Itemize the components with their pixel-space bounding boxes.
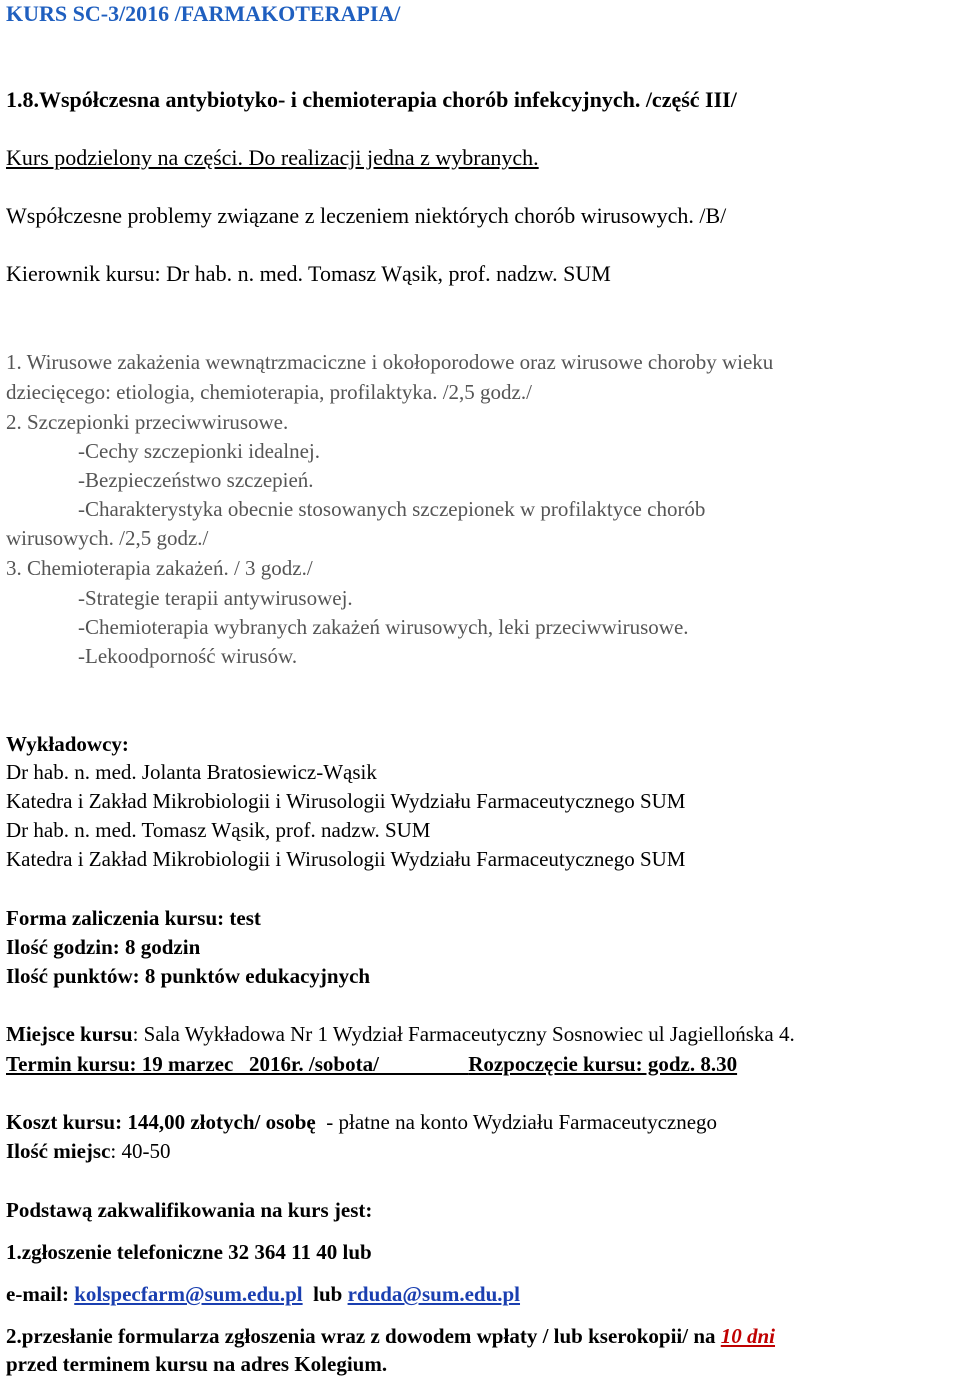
form-submission-line-1 [6, 1324, 775, 1348]
course-place [6, 1022, 795, 1046]
date-text: Termin kursu: 19 marzec 2016r. /sobota/ [6, 1052, 469, 1076]
points-count: Ilość punktów: 8 punktów edukacyjnych [6, 964, 371, 988]
form-submission-text: 2.przesłanie formularza zgłoszenia wraz z dowodem wpłaty / lub kserokopii/ na [6, 1324, 721, 1348]
assessment-form: Forma zaliczenia kursu: test [6, 906, 261, 930]
cost-value: : 144,00 złotych/ osobę [115, 1110, 316, 1134]
part-title: Współczesne problemy związane z leczeniem niektórych chorób wirusowych. /B/ [6, 203, 727, 228]
cost-note: - płatne na konto Wydziału Farmaceutycznego [315, 1110, 718, 1134]
program-item-3-sub-2: -Chemioterapia wybranych zakażeń wirusowych, leki przeciwwirusowe. [78, 615, 689, 639]
program-item-3-sub-3: -Lekoodporność wirusów. [78, 644, 298, 668]
lecturer-1-dept: Katedra i Zakład Mikrobiologii i Wirusologii Wydziału Farmaceutycznego SUM [6, 789, 686, 813]
place-value: : Sala Wykładowa Nr 1 Wydział Farmaceutyczny Sosnowiec ul Jagiellońska 4. [132, 1022, 795, 1046]
form-submission-line-2: przed terminem kursu na adres Kolegium. [6, 1352, 388, 1376]
place-label: Miejsce kursu [6, 1022, 133, 1046]
course-title: 1.8.Współczesna antybiotyko- i chemioterapia chorób infekcyjnych. /część III/ [6, 87, 737, 112]
deadline-days: 10 dni [720, 1324, 776, 1348]
email-link-rduda[interactable]: rduda@sum.edu.pl [347, 1282, 521, 1306]
program-item-2-sub-3-line-1: -Charakterystyka obecnie stosowanych szczepionek w profilaktyce chorób [78, 497, 706, 521]
hours-count: Ilość godzin: 8 godzin [6, 935, 201, 959]
program-item-2-sub-1: -Cechy szczepionki idealnej. [78, 439, 320, 463]
program-item-3: 3. Chemioterapia zakażeń. / 3 godz./ [6, 556, 313, 580]
division-note: Kurs podzielony na części. Do realizacji jedna z wybranych. [6, 145, 539, 170]
lecturer-2-dept: Katedra i Zakład Mikrobiologii i Wirusologii Wydziału Farmaceutycznego SUM [6, 847, 686, 871]
course-date [6, 1052, 737, 1076]
course-director: Kierownik kursu: Dr hab. n. med. Tomasz Wąsik, prof. nadzw. SUM [6, 261, 611, 286]
qualification-heading: Podstawą zakwalifikowania na kurs jest: [6, 1198, 373, 1222]
program-item-3-sub-1: -Strategie terapii antywirusowej. [78, 586, 353, 610]
lecturer-1-name: Dr hab. n. med. Jolanta Bratosiewicz-Wąsik [6, 760, 377, 784]
program-item-1-line-1: 1. Wirusowe zakażenia wewnątrzmaciczne i okołoporodowe oraz wirusowe choroby wieku [6, 350, 774, 374]
program-item-1-line-2: dziecięcego: etiologia, chemioterapia, profilaktyka. /2,5 godz./ [6, 380, 532, 404]
program-item-2: 2. Szczepionki przeciwwirusowe. [6, 410, 289, 434]
lecturers-heading: Wykładowcy: [6, 732, 129, 756]
phone-registration: 1.zgłoszenie telefoniczne 32 364 11 40 lub [6, 1240, 372, 1264]
email-or: lub [302, 1282, 348, 1306]
start-time: Rozpoczęcie kursu: godz. 8.30 [468, 1052, 738, 1076]
lecturer-2-name: Dr hab. n. med. Tomasz Wąsik, prof. nadzw. SUM [6, 818, 431, 842]
cost-label: Koszt kursu [6, 1110, 116, 1134]
email-registration [6, 1282, 520, 1306]
course-cost [6, 1110, 717, 1134]
email-prefix: e-mail: [6, 1282, 75, 1306]
seats-count [6, 1139, 170, 1163]
document-header: KURS SC-3/2016 /FARMAKOTERAPIA/ [6, 1, 401, 26]
seats-value: : 40-50 [110, 1139, 171, 1163]
seats-label: Ilość miejsc [6, 1139, 111, 1163]
email-link-kolspecfarm[interactable]: kolspecfarm@sum.edu.pl [74, 1282, 303, 1306]
program-item-2-sub-3-line-2: wirusowych. /2,5 godz./ [6, 526, 209, 550]
program-item-2-sub-2: -Bezpieczeństwo szczepień. [78, 468, 314, 492]
